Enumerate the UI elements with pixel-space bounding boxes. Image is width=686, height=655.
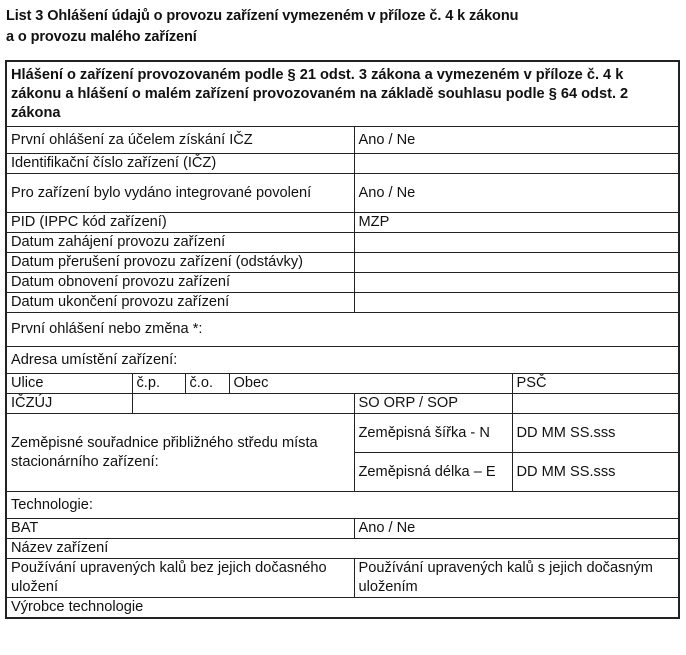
sludge-with-storage-option[interactable]: Používání upravených kalů s jejich dočasným uložením bbox=[354, 559, 679, 598]
table-row bbox=[6, 598, 679, 619]
end-date-field[interactable] bbox=[354, 293, 679, 313]
bat-field[interactable]: Ano / Ne bbox=[354, 519, 679, 539]
table-row bbox=[6, 539, 679, 559]
table-row bbox=[6, 519, 679, 539]
table-row bbox=[6, 253, 679, 273]
icz-field[interactable] bbox=[354, 154, 679, 174]
orientation-number-field[interactable]: č.o. bbox=[185, 374, 229, 394]
renewal-date-label: Datum obnovení provozu zařízení bbox=[6, 273, 354, 293]
title-line-1: List 3 Ohlášení údajů o provozu zařízení vymezeném v příloze č. 4 k zákonu bbox=[6, 8, 519, 24]
sludge-without-storage-option[interactable]: Používání upravených kalů bez jejich dočasného uložení bbox=[6, 559, 354, 598]
interruption-date-label: Datum přerušení provozu zařízení (odstávky) bbox=[6, 253, 354, 273]
table-row bbox=[6, 127, 679, 154]
pid-field[interactable]: MZP bbox=[354, 213, 679, 233]
first-report-label: První ohlášení za účelem získání IČZ bbox=[6, 127, 354, 154]
report-form-table bbox=[5, 60, 680, 619]
renewal-date-field[interactable] bbox=[354, 273, 679, 293]
form-header: Hlášení o zařízení provozovaném podle § 21 odst. 3 zákona a vymezeném v příloze č. 4 k zákonu a hlášení o malém zařízení provozovaném na základě souhlasu podle § 64 odst. 2 zákona bbox=[6, 61, 679, 127]
start-date-field[interactable] bbox=[354, 233, 679, 253]
table-row bbox=[6, 213, 679, 233]
manufacturer-field[interactable]: Výrobce technologie bbox=[6, 598, 679, 619]
coordinates-label: Zeměpisné souřadnice přibližného středu místa stacionárního zařízení: bbox=[6, 414, 354, 492]
first-or-change-field[interactable]: První ohlášení nebo změna *: bbox=[6, 313, 679, 347]
table-row bbox=[6, 374, 679, 394]
document-title bbox=[6, 6, 518, 48]
municipality-field[interactable]: Obec bbox=[229, 374, 512, 394]
table-row bbox=[6, 233, 679, 253]
technology-heading: Technologie: bbox=[6, 492, 679, 519]
table-row bbox=[6, 293, 679, 313]
house-number-field[interactable]: č.p. bbox=[132, 374, 185, 394]
table-row bbox=[6, 154, 679, 174]
facility-name-field[interactable]: Název zařízení bbox=[6, 539, 679, 559]
street-field[interactable]: Ulice bbox=[6, 374, 132, 394]
table-row bbox=[6, 559, 679, 598]
postal-code-field[interactable]: PSČ bbox=[512, 374, 679, 394]
table-row bbox=[6, 174, 679, 213]
longitude-field[interactable]: DD MM SS.sss bbox=[512, 453, 679, 492]
pid-label: PID (IPPC kód zařízení) bbox=[6, 213, 354, 233]
table-row bbox=[6, 347, 679, 374]
bat-label: BAT bbox=[6, 519, 354, 539]
so-orp-field[interactable] bbox=[512, 394, 679, 414]
start-date-label: Datum zahájení provozu zařízení bbox=[6, 233, 354, 253]
icz-label: Identifikační číslo zařízení (IČZ) bbox=[6, 154, 354, 174]
table-row bbox=[6, 273, 679, 293]
so-orp-label: SO ORP / SOP bbox=[354, 394, 512, 414]
interruption-date-field[interactable] bbox=[354, 253, 679, 273]
table-row bbox=[6, 394, 679, 414]
title-line-2: a o provozu malého zařízení bbox=[6, 29, 197, 45]
first-report-field[interactable]: Ano / Ne bbox=[354, 127, 679, 154]
integrated-permit-field[interactable]: Ano / Ne bbox=[354, 174, 679, 213]
longitude-label: Zeměpisná délka – E bbox=[354, 453, 512, 492]
iczuj-label: IČZÚJ bbox=[6, 394, 132, 414]
latitude-field[interactable]: DD MM SS.sss bbox=[512, 414, 679, 453]
table-row bbox=[6, 414, 679, 453]
integrated-permit-label: Pro zařízení bylo vydáno integrované povolení bbox=[6, 174, 354, 213]
iczuj-field[interactable] bbox=[132, 394, 354, 414]
latitude-label: Zeměpisná šířka - N bbox=[354, 414, 512, 453]
address-heading: Adresa umístění zařízení: bbox=[6, 347, 679, 374]
table-row bbox=[6, 313, 679, 347]
end-date-label: Datum ukončení provozu zařízení bbox=[6, 293, 354, 313]
table-row bbox=[6, 492, 679, 519]
